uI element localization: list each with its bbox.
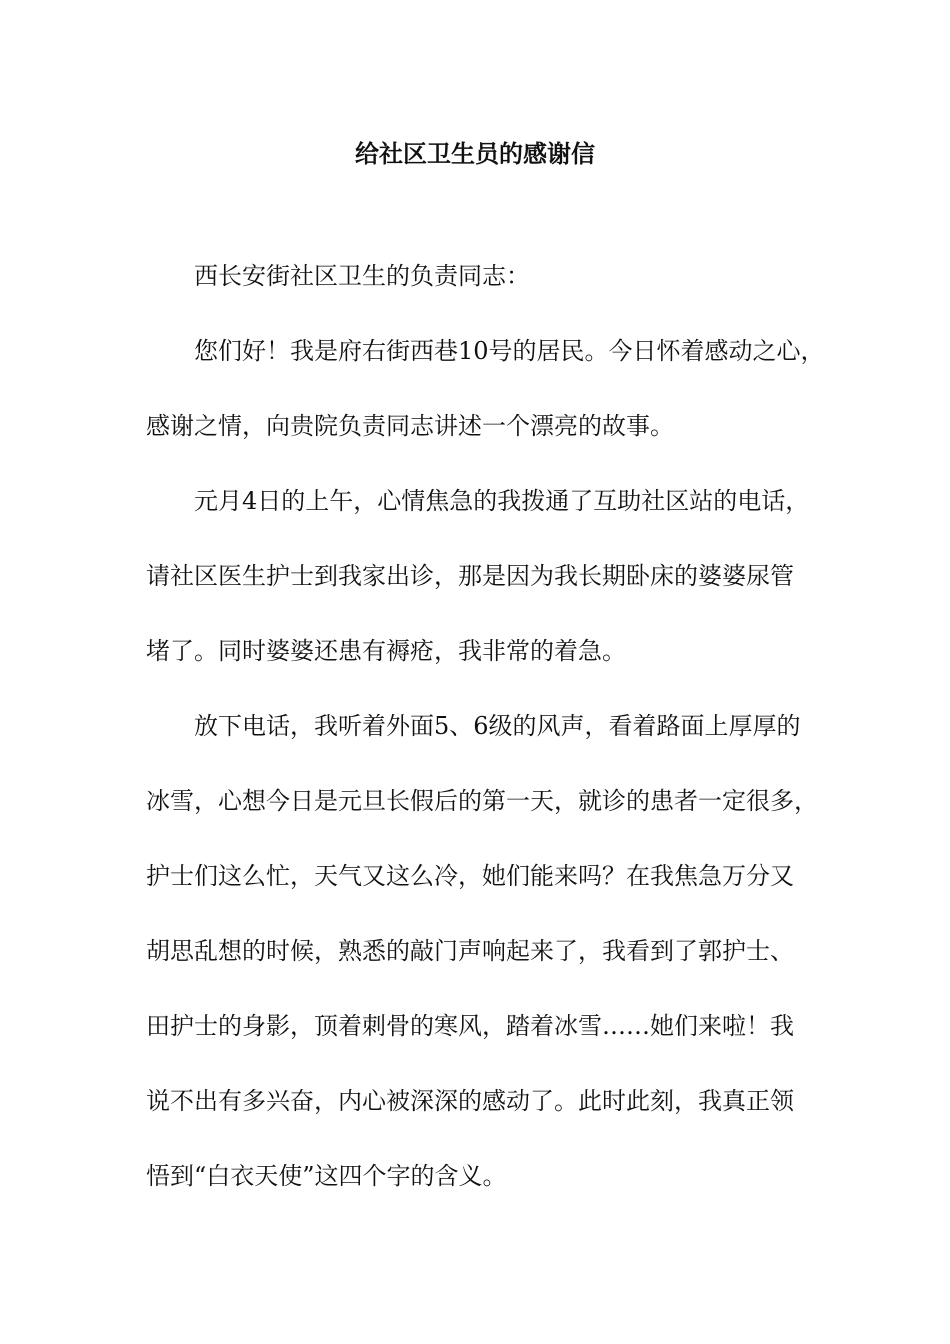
paragraph-line: 田护士的身影，顶着刺骨的寒风，踏着冰雪……她们来啦！我 [146,1012,794,1040]
paragraph-line: 请社区医生护士到我家出诊，那是因为我长期卧床的婆婆尿管 [146,562,794,590]
paragraph-line: 悟到“白衣天使”这四个字的含义。 [146,1162,507,1190]
paragraph-line: 放下电话，我听着外面5、6级的风声，看着路面上厚厚的 [194,712,801,740]
paragraph-line: 感谢之情，向贵院负责同志讲述一个漂亮的故事。 [146,412,674,440]
paragraph-line: 护士们这么忙，天气又这么冷，她们能来吗？在我焦急万分又 [146,862,794,890]
paragraph-line: 说不出有多兴奋，内心被深深的感动了。此时此刻，我真正领 [146,1087,794,1115]
salutation-line: 西长安街社区卫生的负责同志： [194,262,530,290]
paragraph-line: 堵了。同时婆婆还患有褥疮，我非常的着急。 [146,637,626,665]
paragraph-line: 冰雪，心想今日是元旦长假后的第一天，就诊的患者一定很多， [146,787,818,815]
document-title: 给社区卫生员的感谢信 [355,139,595,168]
paragraph-line: 元月4日的上午，心情焦急的我拨通了互助社区站的电话， [194,487,810,515]
paragraph-line: 胡思乱想的时候，熟悉的敲门声响起来了，我看到了郭护士、 [146,937,794,965]
paragraph-line: 您们好！我是府右街西巷10号的居民。今日怀着感动之心， [194,337,825,365]
